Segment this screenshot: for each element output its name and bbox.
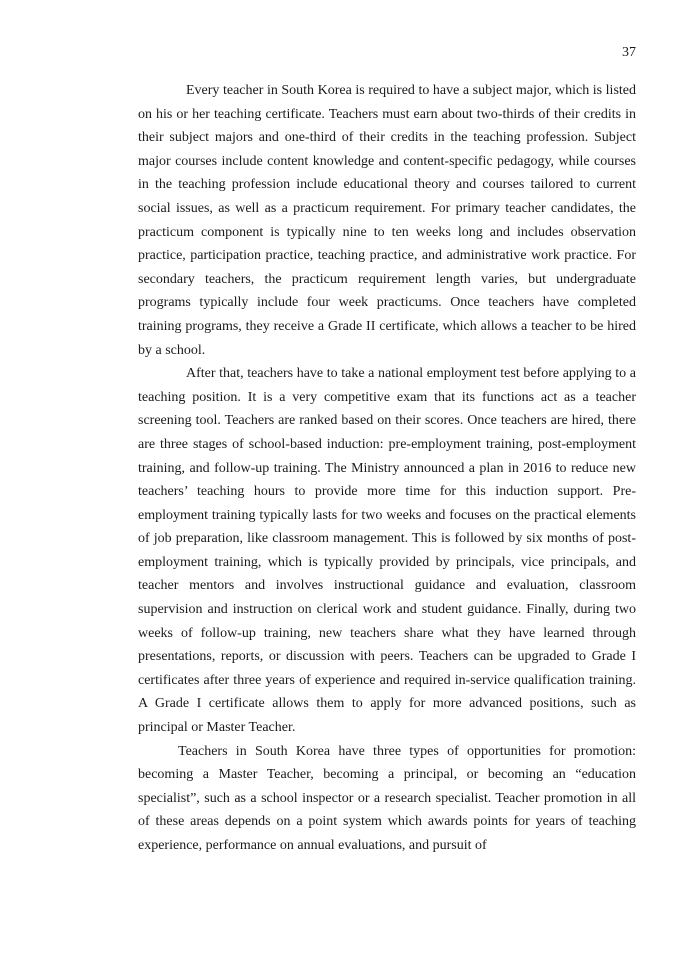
- body-text: [138, 79, 636, 858]
- paragraph-employment-induction: After that, teachers have to take a national employment test before applying to a teaching position. It is a very competitive exam that its functions act as a teacher screening tool. Teachers are ranked based on their scores. Once teachers are hired, there are three stages of school-based induction: pre-employment training, post-employment training, and follow-up training. The Ministry announced a plan in 2016 to reduce new teachers’ teaching hours to provide more time for this induction support. Pre-employment training typically lasts for two weeks and focuses on the practical elements of job preparation, like classroom management. This is followed by six months of post-employment training, which is typically provided by principals, vice principals, and teacher mentors and involves instructional guidance and evaluation, classroom supervision and instruction on clerical work and student guidance. Finally, during two weeks of follow-up training, new teachers share what they have learned through presentations, reports, or discussion with peers. Teachers can be upgraded to Grade I certificates after three years of experience and required in-service qualification training. A Grade I certificate allows them to apply for more advanced positions, such as principal or Master Teacher.: [138, 366, 636, 736]
- paragraph-teacher-training: Every teacher in South Korea is required to have a subject major, which is listed on his or her teaching certificate. Teachers must earn about two-thirds of their credits in their subject majors and one-third of their credits in the teaching profession. Subject major courses include content knowledge and content-specific pedagogy, while courses in the teaching profession include educational theory and courses tailored to current social issues, as well as a practicum requirement. For primary teacher candidates, the practicum component is typically nine to ten weeks long and includes observation practice, participation practice, teaching practice, and administrative work practice. For secondary teachers, the practicum requirement length varies, but undergraduate programs typically include four week practicums. Once teachers have completed training programs, they receive a Grade II certificate, which allows a teacher to be hired by a school.: [138, 83, 636, 358]
- paragraph-promotion: Teachers in South Korea have three types of opportunities for promotion: becoming a Master Teacher, becoming a principal, or becoming an “education specialist”, such as a school inspector or a research specialist. Teacher promotion in all of these areas depends on a point system which awards points for years of teaching experience, performance on annual evaluations, and pursuit of: [138, 743, 636, 853]
- page-number: 37: [622, 45, 636, 60]
